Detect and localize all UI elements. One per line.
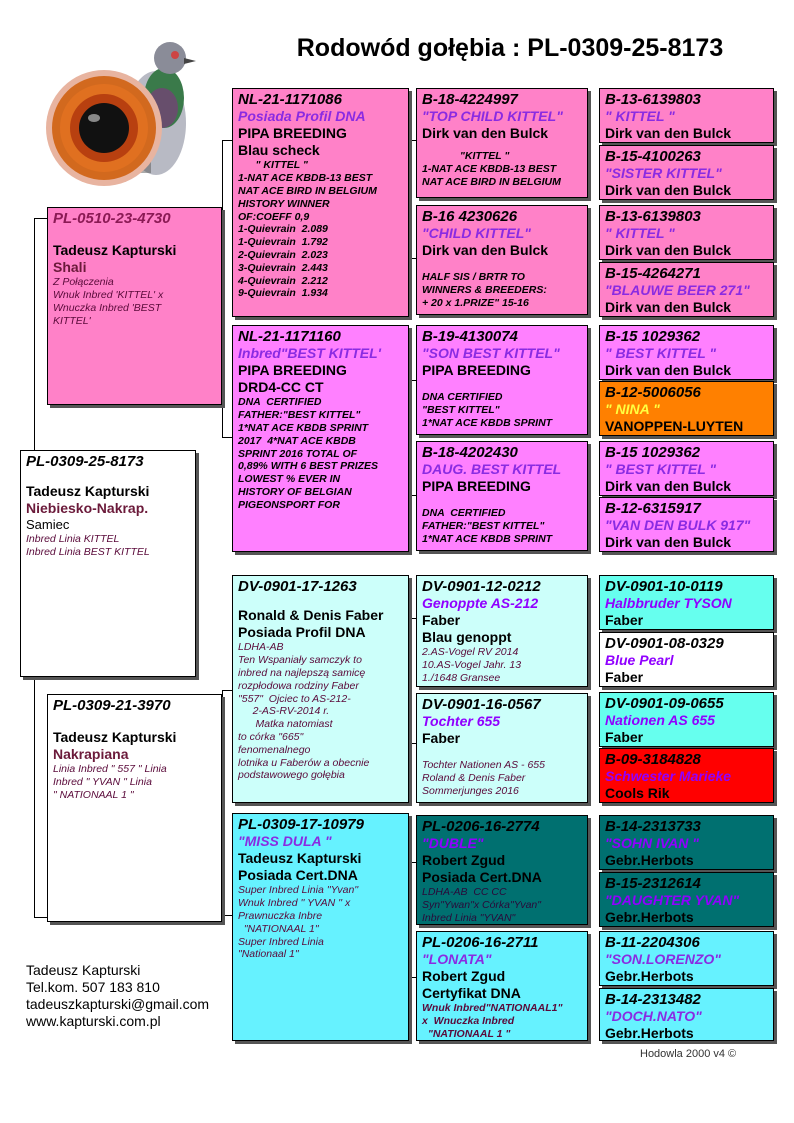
contact-name: Tadeusz Kapturski xyxy=(26,962,141,978)
owner-name: Ronald & Denis Faber xyxy=(238,607,384,624)
note-line: Roland & Denis Faber xyxy=(422,772,526,785)
bird-color: Posiada Cert.DNA xyxy=(422,869,542,886)
note-line: 1-Quievrain 1.792 xyxy=(238,236,328,249)
note-line: "557" Ojciec to AS-212- xyxy=(238,692,351,705)
note-line: 0,89% WITH 6 BEST PRIZES xyxy=(238,460,379,473)
pedigree-fm xyxy=(232,325,409,552)
breeder-name: Tadeusz Kapturski xyxy=(26,483,150,500)
ring-number: B-15 1029362 xyxy=(605,444,701,461)
note-line: 1-NAT ACE KBDB-13 BEST xyxy=(422,163,557,176)
note-line: x Wnuczka Inbred xyxy=(422,1015,515,1028)
pedigree-mmm xyxy=(416,931,588,1041)
note-line: 1*NAT ACE KBDB SPRINT xyxy=(422,417,553,429)
pedigree-mother xyxy=(47,694,222,922)
pedigree-mf xyxy=(232,575,409,803)
contact-block xyxy=(26,962,209,1030)
ring-number: B-19-4130074 xyxy=(422,328,518,345)
pedigree-mm xyxy=(232,813,409,1041)
ring-number: NL-21-1171086 xyxy=(238,91,342,108)
note-line: 2017 4*NAT ACE KBDB xyxy=(238,434,356,447)
owner-name: PIPA BREEDING xyxy=(238,362,347,379)
ring-number: NL-21-1171160 xyxy=(238,328,341,345)
note-line: Linia Inbred " 557 " Linia xyxy=(53,763,167,776)
bird-name: "CHILD KITTEL" xyxy=(422,225,531,242)
pedigree-g4-8 xyxy=(599,575,774,630)
breeder-name: Tadeusz Kapturski xyxy=(53,242,177,259)
note-line: DNA CERTIFIED xyxy=(422,391,503,404)
bird-color: Posiada Cert.DNA xyxy=(238,867,358,884)
bird-name: "DAUGHTER YVAN" xyxy=(605,892,740,909)
note-line: 2-AS-RV-2014 r. xyxy=(238,705,330,718)
pedigree-g4-12 xyxy=(599,815,774,870)
note-line: 9-Quievrain 1.934 xyxy=(238,287,328,300)
pedigree-g4-6 xyxy=(599,441,774,496)
note-line: Super Inbred Linia ''Yvan'' xyxy=(238,884,359,897)
ring-number: PL-0309-17-10979 xyxy=(238,816,364,833)
note-line: FATHER:"BEST KITTEL" xyxy=(238,409,361,422)
bird-name: Halbbruder TYSON xyxy=(605,595,732,612)
note-line: Wnuk Inbred 'KITTEL' x xyxy=(53,289,164,302)
note-line: inbred na najlepszą samicę xyxy=(238,667,366,679)
contact-website[interactable]: www.kapturski.com.pl xyxy=(26,1013,161,1030)
owner-name: Dirk van den Bulck xyxy=(605,242,732,259)
ring-number: PL-0510-23-4730 xyxy=(53,210,171,227)
ring-number: PL-0309-21-3970 xyxy=(53,697,171,714)
bird-name: Posiada Profil DNA xyxy=(238,108,366,125)
ring-number: B-13-6139803 xyxy=(605,208,701,225)
pedigree-mmf xyxy=(416,815,588,925)
owner-name: Faber xyxy=(605,729,644,746)
note-line: rozpłodowa rodziny Faber xyxy=(238,679,359,692)
ring-number: B-15-4264271 xyxy=(605,265,701,282)
pedigree-g4-0 xyxy=(599,88,774,143)
note-line: LDHA-AB CC CC xyxy=(422,886,507,899)
owner-name: Gebr.Herbots xyxy=(605,968,694,985)
owner-name: Dirk van den Bulck xyxy=(605,534,732,551)
page-title: Rodowód gołębia : PL-0309-25-8173 xyxy=(296,34,724,62)
ring-number: DV-0901-17-1263 xyxy=(238,578,357,595)
note-line: 1-Quievrain 2.089 xyxy=(238,223,328,236)
ring-number: B-13-6139803 xyxy=(605,91,701,108)
bird-name: Nakrapiana xyxy=(53,746,129,763)
owner-name: Gebr.Herbots xyxy=(605,909,694,926)
ring-number: DV-0901-10-0119 xyxy=(605,578,723,595)
bird-name: Shali xyxy=(53,259,87,276)
owner-name: Dirk van den Bulck xyxy=(605,182,732,199)
ring-number: B-14-2313733 xyxy=(605,818,701,835)
pedigree-ff xyxy=(232,88,409,317)
ring-number: DV-0901-16-0567 xyxy=(422,696,541,713)
owner-name: VANOPPEN-LUYTEN xyxy=(605,418,744,435)
note-line: Tochter Nationen AS - 655 xyxy=(422,759,545,772)
note-line: Wnuczka Inbred 'BEST xyxy=(53,302,162,315)
note-line: 2.AS-Vogel RV 2014 xyxy=(422,646,519,659)
owner-name: Dirk van den Bulck xyxy=(605,362,732,379)
ring-number: B-12-5006056 xyxy=(605,384,701,401)
ring-number: DV-0901-09-0655 xyxy=(605,695,724,712)
bird-name: DAUG. BEST KITTEL xyxy=(422,461,562,478)
ring-number: B-15 1029362 xyxy=(605,328,701,345)
bird-name: Tochter 655 xyxy=(422,713,501,730)
ring-number: B-11-2204306 xyxy=(605,934,700,951)
pedigree-g4-10 xyxy=(599,692,774,747)
pedigree-ffm xyxy=(416,205,588,315)
note-line: " KITTEL " xyxy=(238,159,308,172)
bird-name: Genoppte AS-212 xyxy=(422,595,539,612)
pedigree-g4-13 xyxy=(599,872,774,927)
note-line: 1./1648 Gransee xyxy=(422,672,501,685)
owner-name: Gebr.Herbots xyxy=(605,852,694,869)
note-line: Inbred Linia BEST KITTEL xyxy=(26,546,150,559)
bird-color: Posiada Profil DNA xyxy=(238,624,366,641)
ring-number: PL-0206-16-2711 xyxy=(422,934,539,951)
breeder-name: Tadeusz Kapturski xyxy=(53,729,177,746)
pedigree-g4-14 xyxy=(599,931,774,986)
contact-email[interactable]: tadeuszkapturski@gmail.com xyxy=(26,996,210,1013)
pedigree-g4-2 xyxy=(599,205,774,260)
owner-name: PIPA BREEDING xyxy=(422,362,531,379)
ring-number: B-15-2312614 xyxy=(605,875,701,892)
note-line: OF:COEFF 0,9 xyxy=(238,210,310,223)
owner-name: Dirk van den Bulck xyxy=(605,478,732,495)
note-line: Inbred " YVAN " Linia xyxy=(53,776,152,789)
note-line: "KITTEL " xyxy=(422,150,510,163)
bird-color: DRD4-CC CT xyxy=(238,379,324,396)
note-line: 10.AS-Vogel Jahr. 13 xyxy=(422,659,522,672)
pedigree-g4-4 xyxy=(599,325,774,380)
note-line: DNA CERTIFIED xyxy=(422,507,506,520)
note-line: HISTORY OF BELGIAN xyxy=(238,486,352,499)
bird-name: " BEST KITTEL " xyxy=(605,461,717,478)
bird-name: "LONATA" xyxy=(422,951,492,968)
note-line: 1*NAT ACE KBDB SPRINT xyxy=(238,422,369,435)
owner-name: Robert Zgud xyxy=(422,968,506,985)
bird-color: Niebiesko-Nakrap. xyxy=(26,500,149,517)
note-line: KITTEL' xyxy=(53,314,91,327)
note-line: to córka "665" xyxy=(238,730,304,743)
bird-name: "VAN DEN BULK 917" xyxy=(605,517,751,534)
note-line: FATHER:"BEST KITTEL" xyxy=(422,520,545,533)
pedigree-father xyxy=(47,207,222,405)
bird-name: "SON BEST KITTEL" xyxy=(422,345,560,362)
pedigree-g4-7 xyxy=(599,497,774,552)
pedigree-g4-1 xyxy=(599,145,774,200)
note-line: fenomenalnego xyxy=(238,743,311,756)
note-line: Syn"Ywan"x Córka"Yvan" xyxy=(422,899,541,912)
bird-name: "MISS DULA " xyxy=(238,833,332,850)
bird-name: " BEST KITTEL " xyxy=(605,345,717,362)
pedigree-fff xyxy=(416,88,588,198)
ring-number: DV-0901-08-0329 xyxy=(605,635,724,652)
ring-number: B-18-4202430 xyxy=(422,444,518,461)
owner-name: Faber xyxy=(422,612,461,629)
bird-name: " KITTEL " xyxy=(605,225,675,242)
note-line: Super Inbred Linia xyxy=(238,935,324,948)
owner-name: Dirk van den Bulck xyxy=(422,242,549,259)
owner-name: Faber xyxy=(605,669,644,686)
note-line: "BEST KITTEL" xyxy=(422,404,500,417)
pedigree-g4-15 xyxy=(599,988,774,1041)
ring-number: PL-0206-16-2774 xyxy=(422,818,540,835)
note-line: Wnuk Inbred '' YVAN '' x xyxy=(238,897,351,910)
note-line: DNA CERTIFIED xyxy=(238,396,322,409)
bird-sex: Samiec xyxy=(26,517,70,533)
owner-name: Gebr.Herbots xyxy=(605,1025,694,1041)
ring-number: B-18-4224997 xyxy=(422,91,518,108)
owner-name: Robert Zgud xyxy=(422,852,506,869)
bird-color: Blau scheck xyxy=(238,142,320,159)
bird-color: Blau genoppt xyxy=(422,629,512,646)
bird-name: "DOCH.NATO" xyxy=(605,1008,702,1025)
bird-name: "BLAUWE BEER 271" xyxy=(605,282,750,299)
note-line: "NATIONAAL 1" xyxy=(238,922,319,935)
note-line: " NATIONAAL 1 " xyxy=(53,789,134,802)
note-line: Z Połączenia xyxy=(53,276,114,289)
note-line: "Nationaal 1" xyxy=(238,948,299,961)
note-line: "NATIONAAL 1 " xyxy=(422,1028,511,1041)
ring-number: B-12-6315917 xyxy=(605,500,701,517)
owner-name: Faber xyxy=(422,730,461,747)
note-line: Wnuk Inbred"NATIONAAL1" xyxy=(422,1002,563,1015)
bird-name: Blue Pearl xyxy=(605,652,674,669)
bird-color: Certyfikat DNA xyxy=(422,985,521,1002)
owner-name: Dirk van den Bulck xyxy=(605,125,732,142)
ring-number: B-16 4230626 xyxy=(422,208,518,225)
bird-name: "SON.LORENZO" xyxy=(605,951,721,968)
note-line: 4-Quievrain 2.212 xyxy=(238,274,328,287)
note-line: LDHA-AB xyxy=(238,641,284,654)
note-line: SPRINT 2016 TOTAL OF xyxy=(238,447,358,460)
ring-number: DV-0901-12-0212 xyxy=(422,578,541,595)
pedigree-fmm xyxy=(416,441,588,551)
note-line: Inbred Linia "YVAN" xyxy=(422,912,516,925)
note-line: 1*NAT ACE KBDB SPRINT xyxy=(422,533,553,545)
note-line: 2-Quievrain 2.023 xyxy=(238,249,328,262)
bird-name: "TOP CHILD KITTEL" xyxy=(422,108,563,125)
note-line: Inbred Linia KITTEL xyxy=(26,533,120,546)
ring-number: B-09-3184828 xyxy=(605,751,701,768)
ring-number: PL-0309-25-8173 xyxy=(26,453,144,470)
bird-name: Schwester Marieke xyxy=(605,768,732,785)
owner-name: Dirk van den Bulck xyxy=(422,125,549,142)
ring-number: B-15-4100263 xyxy=(605,148,701,165)
pedigree-subject xyxy=(20,450,196,677)
owner-name: Cools Rik xyxy=(605,785,670,802)
note-line: NAT ACE BIRD IN BELGIUM xyxy=(422,176,561,188)
bird-name: Nationen AS 655 xyxy=(605,712,715,729)
note-line: LOWEST % EVER IN xyxy=(238,473,341,486)
pigeon-eye-logo-icon xyxy=(44,28,200,188)
pedigree-g4-11 xyxy=(599,748,774,803)
note-line: 1-NAT ACE KBDB-13 BEST xyxy=(238,172,373,185)
note-line: 3-Quievrain 2.443 xyxy=(238,261,328,274)
bird-name: Inbred"BEST KITTEL' xyxy=(238,345,381,362)
note-line: + 20 x 1.PRIZE" 15-16 xyxy=(422,297,529,309)
contact-phone: Tel.kom. 507 183 810 xyxy=(26,979,160,996)
note-line: lotnika u Faberów a obecnie xyxy=(238,756,370,769)
note-line: HISTORY WINNER xyxy=(238,197,330,210)
pedigree-g4-5 xyxy=(599,381,774,436)
owner-name: Faber xyxy=(605,612,644,629)
note-line: HALF SIS / BRTR TO xyxy=(422,271,525,284)
note-line: Matka natomiast xyxy=(238,718,333,731)
note-line: podstawowego gołębia xyxy=(238,769,345,782)
pedigree-g4-3 xyxy=(599,262,774,317)
pedigree-mfm xyxy=(416,693,588,803)
ring-number: B-14-2313482 xyxy=(605,991,701,1008)
note-line: NAT ACE BIRD IN BELGIUM xyxy=(238,185,377,198)
pedigree-g4-9 xyxy=(599,632,774,687)
owner-name: PIPA BREEDING xyxy=(238,125,347,142)
pedigree-fmf xyxy=(416,325,588,435)
pedigree-mff xyxy=(416,575,588,687)
owner-name: PIPA BREEDING xyxy=(422,478,531,495)
bird-name: "SISTER KITTEL" xyxy=(605,165,722,182)
bird-name: "SOHN IVAN " xyxy=(605,835,699,852)
note-line: Ten Wspaniały samczyk to xyxy=(238,654,362,667)
note-line: Sommerjunges 2016 xyxy=(422,785,519,797)
bird-name: " NINA " xyxy=(605,401,660,418)
owner-name: Tadeusz Kapturski xyxy=(238,850,362,867)
note-line: WINNERS & BREEDERS: xyxy=(422,284,547,297)
software-credit: Hodowla 2000 v4 © xyxy=(640,1048,737,1060)
bird-name: "DUBLE" xyxy=(422,835,484,852)
bird-name: " KITTEL " xyxy=(605,108,675,125)
note-line: PIGEONSPORT FOR xyxy=(238,498,340,511)
owner-name: Dirk van den Bulck xyxy=(605,299,732,316)
note-line: Prawnuczka Inbre xyxy=(238,910,323,923)
